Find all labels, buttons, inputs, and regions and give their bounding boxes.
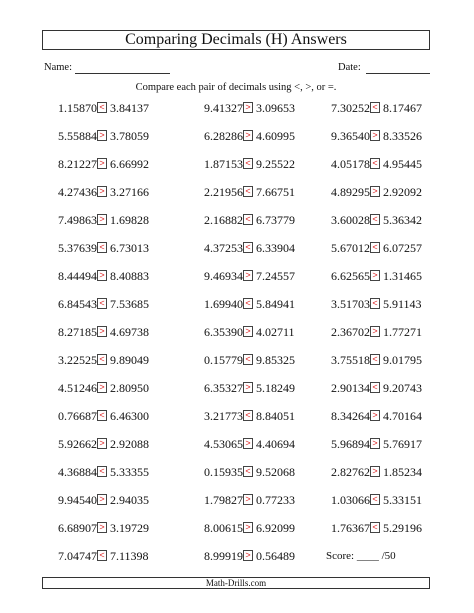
right-decimal: 8.17467: [383, 101, 422, 115]
right-decimal: 7.66751: [256, 185, 295, 199]
right-decimal: 6.46300: [110, 409, 149, 423]
answer-box[interactable]: >: [370, 326, 380, 337]
comparison-problem: [317, 324, 437, 340]
comparison-problem: [317, 268, 437, 284]
answer-box[interactable]: >: [243, 130, 253, 141]
answer-box[interactable]: <: [370, 382, 380, 393]
left-decimal: 1.15870: [58, 101, 97, 115]
right-decimal: 6.73013: [110, 241, 149, 255]
answer-box[interactable]: >: [243, 326, 253, 337]
right-decimal: 4.60995: [256, 129, 295, 143]
answer-box[interactable]: <: [370, 494, 380, 505]
comparison-problem: [317, 128, 437, 144]
right-decimal: 5.33151: [383, 493, 422, 507]
left-decimal: 7.49863: [58, 213, 97, 227]
left-decimal: 9.36540: [331, 129, 370, 143]
answer-box[interactable]: <: [243, 298, 253, 309]
right-decimal: 5.29196: [383, 521, 422, 535]
problem-row: [0, 178, 474, 202]
comparison-problem: [317, 212, 437, 228]
right-decimal: 6.33904: [256, 241, 295, 255]
left-decimal: 8.34264: [331, 409, 370, 423]
comparison-problem: [190, 464, 310, 480]
right-decimal: 6.73779: [256, 213, 295, 227]
right-decimal: 7.11398: [110, 549, 149, 563]
right-decimal: 2.92092: [383, 185, 422, 199]
right-decimal: 9.89049: [110, 353, 149, 367]
comparison-problem: [190, 492, 310, 508]
left-decimal: 4.05178: [331, 157, 370, 171]
right-decimal: 6.92099: [256, 521, 295, 535]
comparison-problem: [317, 352, 437, 368]
answer-box[interactable]: <: [243, 186, 253, 197]
comparison-problem: [190, 128, 310, 144]
left-decimal: 6.35327: [204, 381, 243, 395]
left-decimal: 3.21773: [204, 409, 243, 423]
right-decimal: 9.85325: [256, 353, 295, 367]
answer-box[interactable]: <: [97, 242, 107, 253]
comparison-problem: [190, 100, 310, 116]
left-decimal: 3.51703: [331, 297, 370, 311]
comparison-problem: [317, 436, 437, 452]
problem-row: [0, 542, 474, 566]
comparison-problem: [190, 520, 310, 536]
comparison-problem: [44, 184, 164, 200]
problem-row: [0, 94, 474, 118]
footer-source: Math-Drills.com: [42, 577, 430, 589]
comparison-problem: [44, 464, 164, 480]
left-decimal: 1.69940: [204, 297, 243, 311]
comparison-problem: [44, 268, 164, 284]
comparison-problem: [44, 548, 164, 564]
left-decimal: 1.76367: [331, 521, 370, 535]
left-decimal: 4.51246: [58, 381, 97, 395]
right-decimal: 2.92088: [110, 437, 149, 451]
answer-box[interactable]: <: [370, 214, 380, 225]
answer-box[interactable]: <: [370, 102, 380, 113]
problem-row: [0, 206, 474, 230]
right-decimal: 8.40883: [110, 269, 149, 283]
name-label: Name:: [44, 62, 72, 73]
right-decimal: 0.56489: [256, 549, 295, 563]
comparison-problem: [190, 156, 310, 172]
problem-row: [0, 430, 474, 454]
left-decimal: 4.27436: [58, 185, 97, 199]
left-decimal: 0.76687: [58, 409, 97, 423]
answer-box[interactable]: >: [97, 382, 107, 393]
right-decimal: 8.84051: [256, 409, 295, 423]
comparison-problem: [44, 296, 164, 312]
answer-box[interactable]: >: [243, 270, 253, 281]
worksheet-title: Comparing Decimals (H) Answers: [42, 30, 430, 50]
right-decimal: 0.77233: [256, 493, 295, 507]
comparison-problem: [44, 324, 164, 340]
left-decimal: 2.36702: [331, 325, 370, 339]
right-decimal: 5.18249: [256, 381, 295, 395]
comparison-problem: [44, 492, 164, 508]
answer-box[interactable]: <: [370, 158, 380, 169]
comparison-problem: [190, 184, 310, 200]
right-decimal: 4.69738: [110, 325, 149, 339]
answer-box[interactable]: <: [97, 102, 107, 113]
problem-row: [0, 514, 474, 538]
right-decimal: 4.02711: [256, 325, 295, 339]
answer-box[interactable]: >: [370, 186, 380, 197]
right-decimal: 5.76917: [383, 437, 422, 451]
answer-box[interactable]: >: [97, 186, 107, 197]
comparison-problem: [317, 296, 437, 312]
name-field-line: [75, 73, 170, 74]
answer-box[interactable]: >: [97, 270, 107, 281]
right-decimal: 1.77271: [383, 325, 422, 339]
right-decimal: 9.01795: [383, 353, 422, 367]
comparison-problem: [44, 240, 164, 256]
answer-box[interactable]: >: [243, 522, 253, 533]
answer-box[interactable]: >: [97, 522, 107, 533]
comparison-problem: [190, 268, 310, 284]
answer-box[interactable]: >: [97, 158, 107, 169]
left-decimal: 5.55884: [58, 129, 97, 143]
answer-box[interactable]: >: [97, 438, 107, 449]
right-decimal: 8.33526: [383, 129, 422, 143]
right-decimal: 3.09653: [256, 101, 295, 115]
answer-box[interactable]: >: [243, 382, 253, 393]
answer-box[interactable]: >: [243, 494, 253, 505]
comparison-problem: [190, 296, 310, 312]
right-decimal: 3.84137: [110, 101, 149, 115]
left-decimal: 3.22525: [58, 353, 97, 367]
answer-box[interactable]: <: [370, 522, 380, 533]
problem-row: [0, 346, 474, 370]
right-decimal: 3.78059: [110, 129, 149, 143]
answer-box[interactable]: >: [97, 214, 107, 225]
left-decimal: 0.15779: [204, 353, 243, 367]
answer-box[interactable]: >: [97, 326, 107, 337]
date-field-line: [366, 73, 430, 74]
left-decimal: 8.44494: [58, 269, 97, 283]
answer-box[interactable]: <: [243, 466, 253, 477]
answer-box[interactable]: <: [243, 242, 253, 253]
answer-box[interactable]: <: [243, 158, 253, 169]
answer-box[interactable]: <: [370, 354, 380, 365]
comparison-problem: [317, 408, 437, 424]
right-decimal: 9.25522: [256, 157, 295, 171]
left-decimal: 3.60028: [331, 213, 370, 227]
left-decimal: 4.89295: [331, 185, 370, 199]
problem-row: [0, 318, 474, 342]
left-decimal: 2.16882: [204, 213, 243, 227]
comparison-problem: [190, 436, 310, 452]
right-decimal: 2.80950: [110, 381, 149, 395]
answer-box[interactable]: >: [97, 494, 107, 505]
left-decimal: 5.67012: [331, 241, 370, 255]
problem-row: [0, 122, 474, 146]
right-decimal: 4.95445: [383, 157, 422, 171]
left-decimal: 9.94540: [58, 493, 97, 507]
left-decimal: 8.00615: [204, 521, 243, 535]
comparison-problem: [44, 352, 164, 368]
comparison-problem: [44, 380, 164, 396]
instructions-text: Compare each pair of decimals using <, >, or =.: [135, 82, 337, 93]
right-decimal: 7.24557: [256, 269, 295, 283]
answer-box[interactable]: <: [97, 298, 107, 309]
comparison-problem: [44, 436, 164, 452]
answer-box[interactable]: <: [97, 410, 107, 421]
comparison-problem: [317, 100, 437, 116]
left-decimal: 2.90134: [331, 381, 370, 395]
left-decimal: 1.03066: [331, 493, 370, 507]
answer-box[interactable]: <: [243, 354, 253, 365]
right-decimal: 9.20743: [383, 381, 422, 395]
right-decimal: 5.33355: [110, 465, 149, 479]
comparison-problem: [44, 408, 164, 424]
right-decimal: 4.70164: [383, 409, 422, 423]
comparison-problem: [190, 212, 310, 228]
left-decimal: 1.87153: [204, 157, 243, 171]
answer-box[interactable]: >: [243, 102, 253, 113]
comparison-problem: [317, 240, 437, 256]
answer-box[interactable]: <: [243, 410, 253, 421]
problem-row: [0, 150, 474, 174]
right-decimal: 9.52068: [256, 465, 295, 479]
answer-box[interactable]: >: [370, 438, 380, 449]
left-decimal: 7.04747: [58, 549, 97, 563]
left-decimal: 1.79827: [204, 493, 243, 507]
answer-box[interactable]: <: [370, 242, 380, 253]
comparison-problem: [190, 352, 310, 368]
date-label: Date:: [338, 62, 361, 73]
answer-box[interactable]: >: [243, 550, 253, 561]
left-decimal: 9.46934: [204, 269, 243, 283]
comparison-problem: [317, 464, 437, 480]
left-decimal: 8.21227: [58, 157, 97, 171]
comparison-problem: [317, 492, 437, 508]
right-decimal: 2.94035: [110, 493, 149, 507]
left-decimal: 5.92662: [58, 437, 97, 451]
left-decimal: 2.21956: [204, 185, 243, 199]
answer-box[interactable]: >: [370, 130, 380, 141]
comparison-problem: [44, 156, 164, 172]
answer-box[interactable]: >: [370, 410, 380, 421]
comparison-problem: [190, 324, 310, 340]
answer-box[interactable]: >: [370, 270, 380, 281]
right-decimal: 7.53685: [110, 297, 149, 311]
answer-box[interactable]: >: [97, 130, 107, 141]
answer-box[interactable]: >: [370, 466, 380, 477]
problem-row: [0, 234, 474, 258]
left-decimal: 5.37639: [58, 241, 97, 255]
right-decimal: 3.27166: [110, 185, 149, 199]
right-decimal: 6.07257: [383, 241, 422, 255]
left-decimal: 7.30252: [331, 101, 370, 115]
left-decimal: 6.68907: [58, 521, 97, 535]
right-decimal: 3.19729: [110, 521, 149, 535]
left-decimal: 5.96894: [331, 437, 370, 451]
left-decimal: 0.15935: [204, 465, 243, 479]
answer-box[interactable]: <: [243, 214, 253, 225]
left-decimal: 9.41327: [204, 101, 243, 115]
right-decimal: 4.40694: [256, 437, 295, 451]
answer-box[interactable]: <: [97, 466, 107, 477]
comparison-problem: [317, 156, 437, 172]
left-decimal: 3.75518: [331, 353, 370, 367]
problem-row: [0, 458, 474, 482]
comparison-problem: [190, 240, 310, 256]
left-decimal: 6.84543: [58, 297, 97, 311]
problem-row: [0, 290, 474, 314]
problem-row: [0, 374, 474, 398]
problem-row: [0, 402, 474, 426]
left-decimal: 8.99919: [204, 549, 243, 563]
left-decimal: 6.62565: [331, 269, 370, 283]
left-decimal: 4.37253: [204, 241, 243, 255]
left-decimal: 6.35390: [204, 325, 243, 339]
right-decimal: 5.84941: [256, 297, 295, 311]
comparison-problem: [44, 128, 164, 144]
answer-box[interactable]: <: [97, 550, 107, 561]
comparison-problem: [44, 100, 164, 116]
right-decimal: 5.36342: [383, 213, 422, 227]
right-decimal: 1.85234: [383, 465, 422, 479]
right-decimal: 1.31465: [383, 269, 422, 283]
comparison-problem: [317, 520, 437, 536]
left-decimal: 8.27185: [58, 325, 97, 339]
left-decimal: 2.82762: [331, 465, 370, 479]
left-decimal: 4.36884: [58, 465, 97, 479]
comparison-problem: [190, 408, 310, 424]
answer-box[interactable]: >: [243, 438, 253, 449]
left-decimal: 6.28286: [204, 129, 243, 143]
right-decimal: 5.91143: [383, 297, 422, 311]
comparison-problem: [190, 380, 310, 396]
comparison-problem: [44, 520, 164, 536]
comparison-problem: [44, 212, 164, 228]
answer-box[interactable]: <: [97, 354, 107, 365]
comparison-problem: [317, 184, 437, 200]
answer-box[interactable]: <: [370, 298, 380, 309]
problem-row: [0, 486, 474, 510]
comparison-problem: [190, 548, 310, 564]
left-decimal: 4.53065: [204, 437, 243, 451]
score-field: Score: ____ /50: [326, 550, 396, 562]
problem-row: [0, 262, 474, 286]
right-decimal: 1.69828: [110, 213, 149, 227]
comparison-problem: [317, 380, 437, 396]
right-decimal: 6.66992: [110, 157, 149, 171]
